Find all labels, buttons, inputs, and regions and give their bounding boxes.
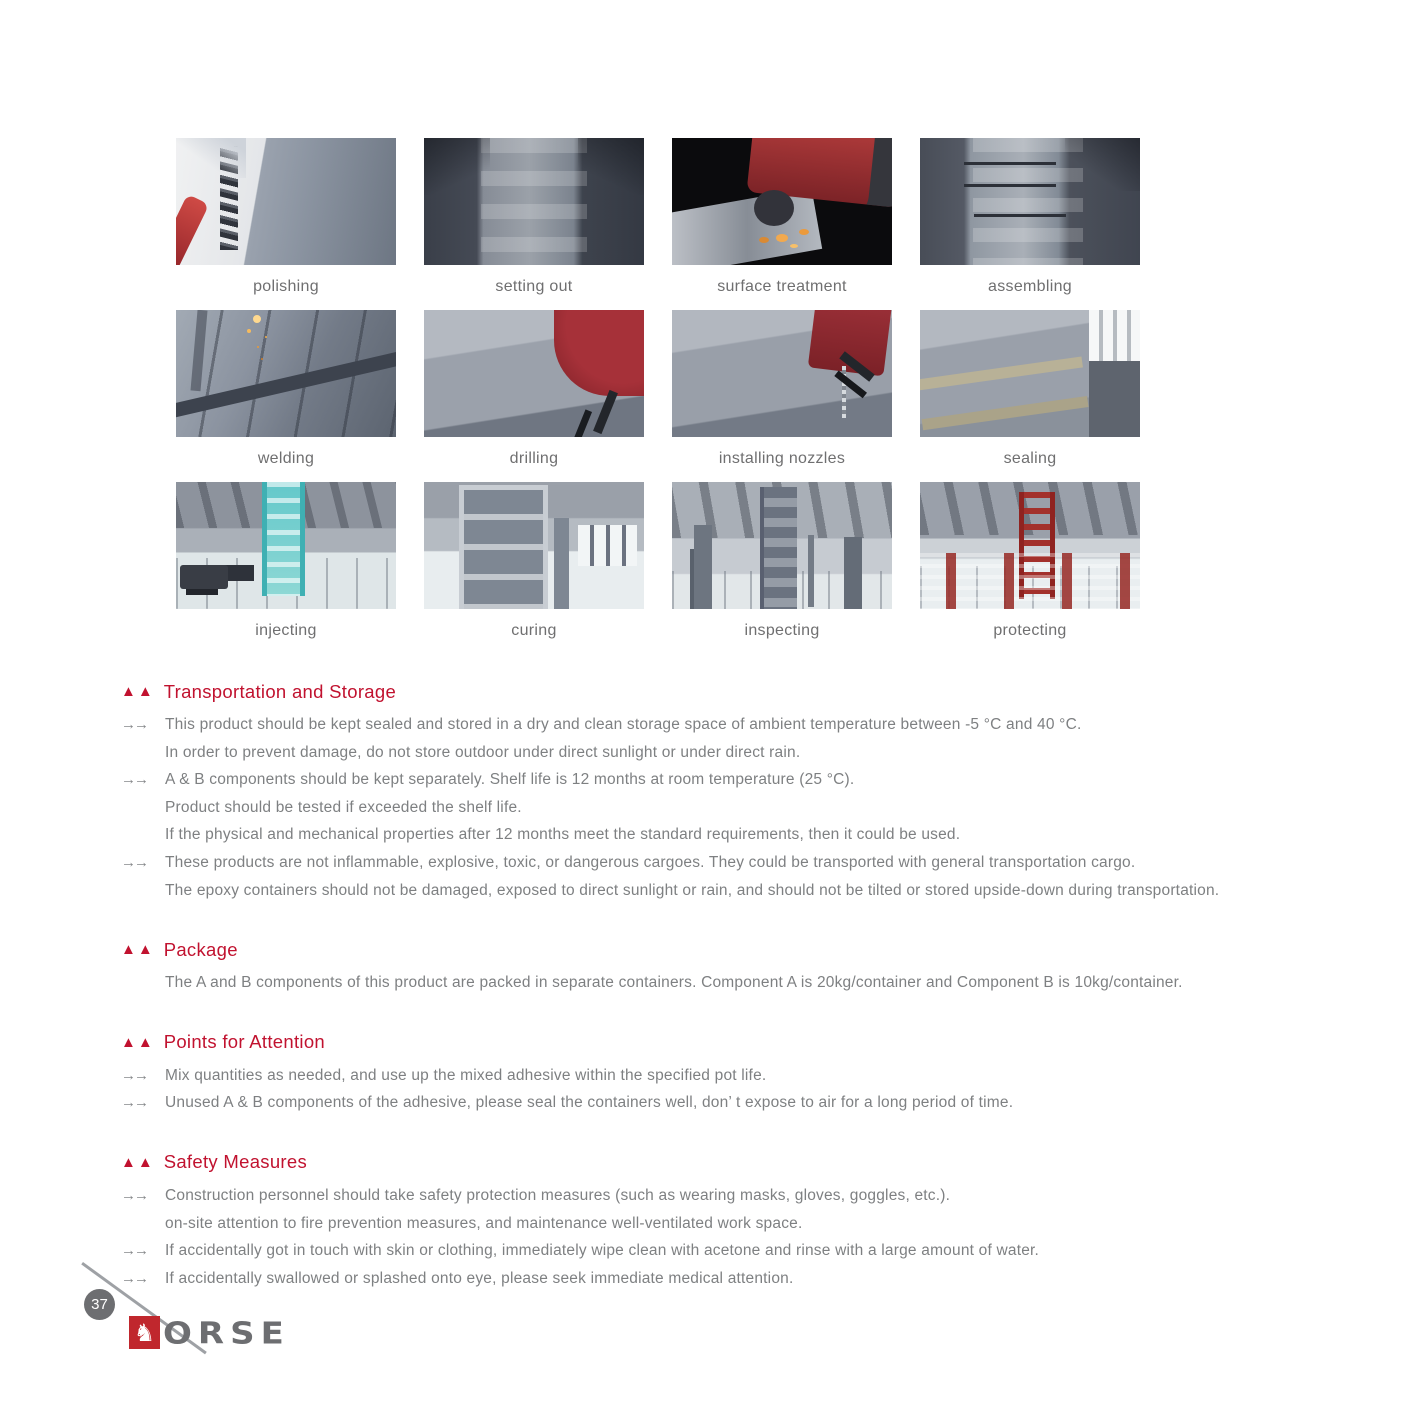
- text-line: Unused A & B components of the adhesive, please seal the containers well, don’ t expose to air for a long period of time.: [165, 1094, 1014, 1112]
- section-heading: [121, 1030, 1336, 1055]
- bullet-item: [121, 849, 1336, 904]
- bullet-item: [121, 1089, 1336, 1117]
- item-lines: [165, 1237, 1336, 1265]
- decor-pump: [180, 565, 228, 589]
- decor-drill-bit: [842, 366, 846, 418]
- item-lines: [165, 711, 1336, 766]
- section-items: [121, 1182, 1336, 1292]
- decor-windows: [578, 525, 637, 566]
- section-title: Transportation and Storage: [163, 680, 397, 702]
- decor-red-tool: [176, 194, 209, 265]
- decor-handle: [593, 390, 618, 434]
- decor-column-bands: [481, 138, 587, 265]
- section-title: Safety Measures: [163, 1151, 308, 1173]
- section-title: Package: [163, 938, 238, 960]
- triangle-marker-icon: ▲▲: [121, 1153, 155, 1171]
- bullet-item: [121, 1265, 1336, 1293]
- photo-setting-out: [424, 138, 644, 265]
- section: [121, 937, 1336, 997]
- photo-drilling: [424, 310, 644, 437]
- knight-icon: ♞: [133, 1318, 156, 1347]
- arrow-bullet-icon: →→: [121, 853, 147, 871]
- decor-strip: [190, 310, 207, 392]
- photo-caption: surface treatment: [717, 278, 847, 295]
- section-heading: [121, 1150, 1336, 1175]
- photo-sealing: [920, 310, 1140, 437]
- page-number-badge: [84, 1289, 115, 1320]
- gallery-item: [176, 482, 396, 640]
- decor-shadow: [424, 138, 490, 195]
- text-line: If the physical and mechanical properties after 12 months meet the standard requirements, then it could be used.: [165, 826, 961, 844]
- text-line: Mix quantities as needed, and use up the mixed adhesive within the specified pot life.: [165, 1066, 767, 1084]
- photo-caption: curing: [511, 622, 557, 639]
- arrow-bullet-icon: →→: [121, 1094, 147, 1112]
- photo-caption: setting out: [495, 278, 573, 295]
- photo-caption: injecting: [255, 622, 317, 639]
- logo-h-mark: [129, 1316, 160, 1349]
- text-line: This product should be kept sealed and stored in a dry and clean storage space of ambient temperature between -5 °C and 40 °C.: [165, 716, 1082, 733]
- photo-injecting: [176, 482, 396, 609]
- photo-inspecting: [672, 482, 892, 609]
- photo-surface-treatment: [672, 138, 892, 265]
- bullet-item: [121, 1237, 1336, 1265]
- horse-logo: [129, 1316, 290, 1352]
- photo-caption: inspecting: [744, 622, 820, 639]
- decor-beam: [176, 344, 396, 422]
- decor-wheel-sparks: [754, 190, 794, 226]
- photo-protecting: [920, 482, 1140, 609]
- section-heading: [121, 937, 1336, 962]
- item-lines: [165, 1062, 1336, 1090]
- decor-teal-ladder: [262, 482, 305, 596]
- arrow-bullet-icon: [121, 969, 165, 997]
- photo-curing: [424, 482, 644, 609]
- decor-column: [554, 518, 569, 609]
- photo-caption: drilling: [509, 450, 559, 467]
- gallery-item: [176, 310, 396, 468]
- section-items: [121, 1062, 1336, 1117]
- photo-caption: sealing: [1003, 450, 1057, 467]
- item-lines: [165, 766, 1336, 849]
- section-items: [121, 711, 1336, 904]
- bullet-item: [121, 1182, 1336, 1237]
- section: [121, 1150, 1336, 1292]
- photo-welding: [176, 310, 396, 437]
- section: [121, 1030, 1336, 1117]
- arrow-bullet-icon: →→: [121, 1242, 147, 1260]
- photo-caption: welding: [257, 450, 315, 467]
- arrow-bullet-icon: →→: [121, 1066, 147, 1084]
- section-title: Points for Attention: [163, 1031, 325, 1053]
- gallery-item: [920, 482, 1140, 640]
- decor-columns: [694, 525, 712, 609]
- item-lines: [165, 849, 1336, 904]
- text-line: These products are not inflammable, explosive, toxic, or dangerous cargoes. They could be transported with general transportation cargo.: [165, 853, 1136, 871]
- text-line: In order to prevent damage, do not store outdoor under direct sunlight or under direct rain.: [165, 743, 801, 761]
- decor-shadow: [1065, 138, 1140, 191]
- photo-caption: polishing: [253, 278, 319, 295]
- item-lines: [165, 1089, 1336, 1117]
- arrow-bullet-icon: →→: [121, 1269, 147, 1287]
- text-line: The A and B components of this product are packed in separate containers. Component A is 20kg/container and Component B is 10kg/container.: [165, 974, 1183, 992]
- photo-caption: assembling: [988, 278, 1072, 295]
- text-line: on-site attention to fire prevention measures, and maintenance well-ventilated work space.: [165, 1214, 803, 1232]
- process-gallery: [176, 138, 1140, 640]
- bullet-item: [121, 766, 1336, 849]
- gallery-item: [672, 482, 892, 640]
- photo-caption: installing nozzles: [718, 450, 846, 467]
- gallery-item: [424, 310, 644, 468]
- arrow-bullet-icon: →→: [121, 716, 147, 733]
- photo-polishing: [176, 138, 396, 265]
- section: [121, 679, 1336, 904]
- text-line: If accidentally got in touch with skin or clothing, immediately wipe clean with acetone and rinse with a large amount of water.: [165, 1242, 1040, 1260]
- triangle-marker-icon: ▲▲: [121, 1033, 155, 1051]
- decor-floor: [1089, 361, 1140, 437]
- photo-installing-nozzles: [672, 310, 892, 437]
- gallery-item: [672, 138, 892, 296]
- decor-drill-body: [554, 310, 644, 396]
- text-line: The epoxy containers should not be damaged, exposed to direct sunlight or rain, and should not be tilted or stored upside-down during transportation.: [165, 881, 1220, 899]
- item-lines: [165, 969, 1336, 997]
- decor-red-ladders: [920, 553, 1140, 609]
- section-heading: [121, 679, 1336, 704]
- photo-caption: protecting: [993, 622, 1067, 639]
- logo-text: ORSE: [163, 1316, 290, 1352]
- triangle-marker-icon: ▲▲: [121, 683, 155, 700]
- bullet-item: [121, 711, 1336, 766]
- item-lines: [165, 1182, 1336, 1237]
- arrow-bullet-icon: →→: [121, 771, 147, 789]
- decor-shadow: [578, 138, 644, 195]
- sections: [121, 646, 1336, 1292]
- item-lines: [165, 1265, 1336, 1293]
- decor-metal-plate: [672, 188, 822, 265]
- text-line: If accidentally swallowed or splashed onto eye, please seek immediate medical attention.: [165, 1269, 794, 1287]
- decor-windows: [1089, 310, 1140, 363]
- decor-banded-column: [760, 487, 797, 609]
- text-line: Product should be tested if exceeded the shelf life.: [165, 798, 522, 816]
- gallery-item: [424, 138, 644, 296]
- decor-framed-column: [459, 485, 548, 609]
- gallery-item: [672, 310, 892, 468]
- bullet-item: [121, 969, 1336, 997]
- page-number: 37: [91, 1296, 108, 1313]
- text-line: A & B components should be kept separately. Shelf life is 12 months at room temperature (25 °C).: [165, 771, 855, 789]
- decor-steel-rods: [964, 184, 1056, 187]
- bullet-item: [121, 1062, 1336, 1090]
- decor-sparks: [253, 315, 261, 323]
- gallery-item: [424, 482, 644, 640]
- triangle-marker-icon: ▲▲: [121, 941, 155, 959]
- gallery-item: [176, 138, 396, 296]
- section-items: [121, 969, 1336, 997]
- text-line: Construction personnel should take safety protection measures (such as wearing masks, gloves, goggles, etc.).: [165, 1186, 951, 1204]
- decor-seal-stripes: [920, 357, 1083, 391]
- gallery-item: [920, 310, 1140, 468]
- gallery-item: [920, 138, 1140, 296]
- arrow-bullet-icon: →→: [121, 1186, 147, 1204]
- photo-assembling: [920, 138, 1140, 265]
- decor-ceiling: [176, 138, 246, 178]
